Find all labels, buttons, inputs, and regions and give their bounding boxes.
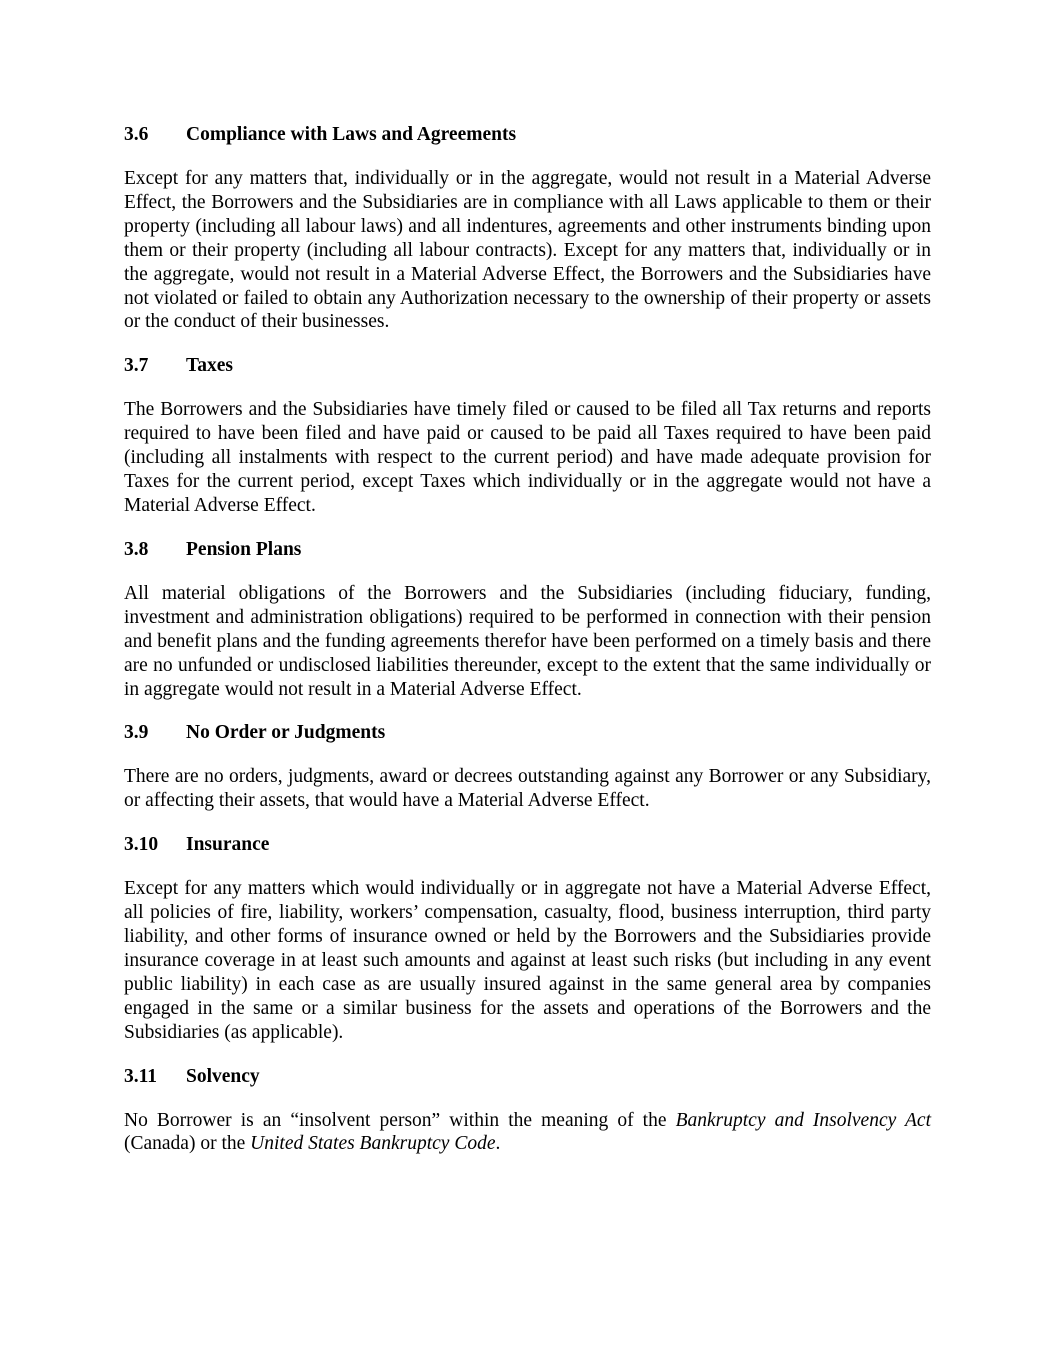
section-title: Pension Plans	[186, 538, 302, 560]
section-body-3-7: The Borrowers and the Subsidiaries have timely filed or caused to be filed all Tax returns and reports required to have been filed and have paid or caused to be paid all Taxes required to have been paid (including all instalments with respect to the current period) and have made adequate provision for Taxes for the current period, except Taxes which individually or in the aggregate would not have a Material Adverse Effect.	[124, 399, 931, 516]
section-body-3-11	[124, 1109, 931, 1157]
document-page	[124, 123, 931, 1176]
section-heading-3-10	[124, 833, 931, 857]
statute-name: United States Bankruptcy Code	[250, 1133, 496, 1155]
section-title: Solvency	[186, 1065, 260, 1087]
section-number: 3.8	[124, 538, 149, 560]
section-title: Insurance	[186, 834, 270, 856]
section-number: 3.10	[124, 834, 159, 856]
section-title: Compliance with Laws and Agreements	[186, 124, 517, 145]
section-heading-3-6	[124, 123, 931, 147]
section-number: 3.7	[124, 355, 149, 377]
body-text: (Canada) or the	[124, 1133, 251, 1155]
section-body-3-9: There are no orders, judgments, award or decrees outstanding against any Borrower or any Subsidiary, or affecting their assets, that would have a Material Adverse Effect.	[124, 766, 931, 812]
section-heading-3-8	[124, 538, 931, 562]
section-number: 3.9	[124, 722, 149, 744]
section-body-3-8: All material obligations of the Borrowers and the Subsidiaries (including fiduciary, funding, investment and administration obligations) required to be performed in connection with their pension and benefit plans and the funding agreements therefor have been performed on a timely basis and there are no unfunded or undisclosed liabilities thereunder, except to the extent that the same individually or in aggregate would not result in a Material Adverse Effect.	[124, 582, 931, 700]
section-heading-3-9	[124, 721, 931, 745]
section-title: Taxes	[186, 355, 233, 377]
section-body-3-10: Except for any matters which would individually or in aggregate not have a Material Adverse Effect, all policies of fire, liability, workers’ compensation, casualty, flood, business interruption, third party liability, and other forms of insurance owned or held by the Borrowers and the Subsidiaries provide insurance coverage in at least such amounts and against at least such risks (but including in any event public liability) in each case as are usually insured against in the same general area by companies engaged in the same or a similar business for the assets and operations of the Borrowers and the Subsidiaries (as applicable).	[124, 878, 931, 1043]
body-text: No Borrower is an “insolvent person” within the meaning of the	[124, 1109, 676, 1131]
section-heading-3-7	[124, 354, 931, 378]
section-number: 3.11	[124, 1065, 158, 1087]
section-heading-3-11	[124, 1065, 931, 1089]
section-number: 3.6	[124, 124, 149, 145]
statute-name: Bankruptcy and Insolvency Act	[675, 1109, 931, 1131]
body-text: .	[495, 1133, 501, 1155]
section-body-3-6: Except for any matters that, individually or in the aggregate, would not result in a Material Adverse Effect, the Borrowers and the Subsidiaries are in compliance with all Laws applicable to them or their property (including all labour laws) and all indentures, agreements and other instruments binding upon them or their property (including all labour contracts). Except for any matters that, individually or in the aggregate, would not result in a Material Adverse Effect, the Borrowers and the Subsidiaries have not violated or failed to obtain any Authorization necessary to the ownership of their property or assets or the conduct of their businesses.	[124, 168, 931, 333]
section-title: No Order or Judgments	[186, 722, 386, 744]
